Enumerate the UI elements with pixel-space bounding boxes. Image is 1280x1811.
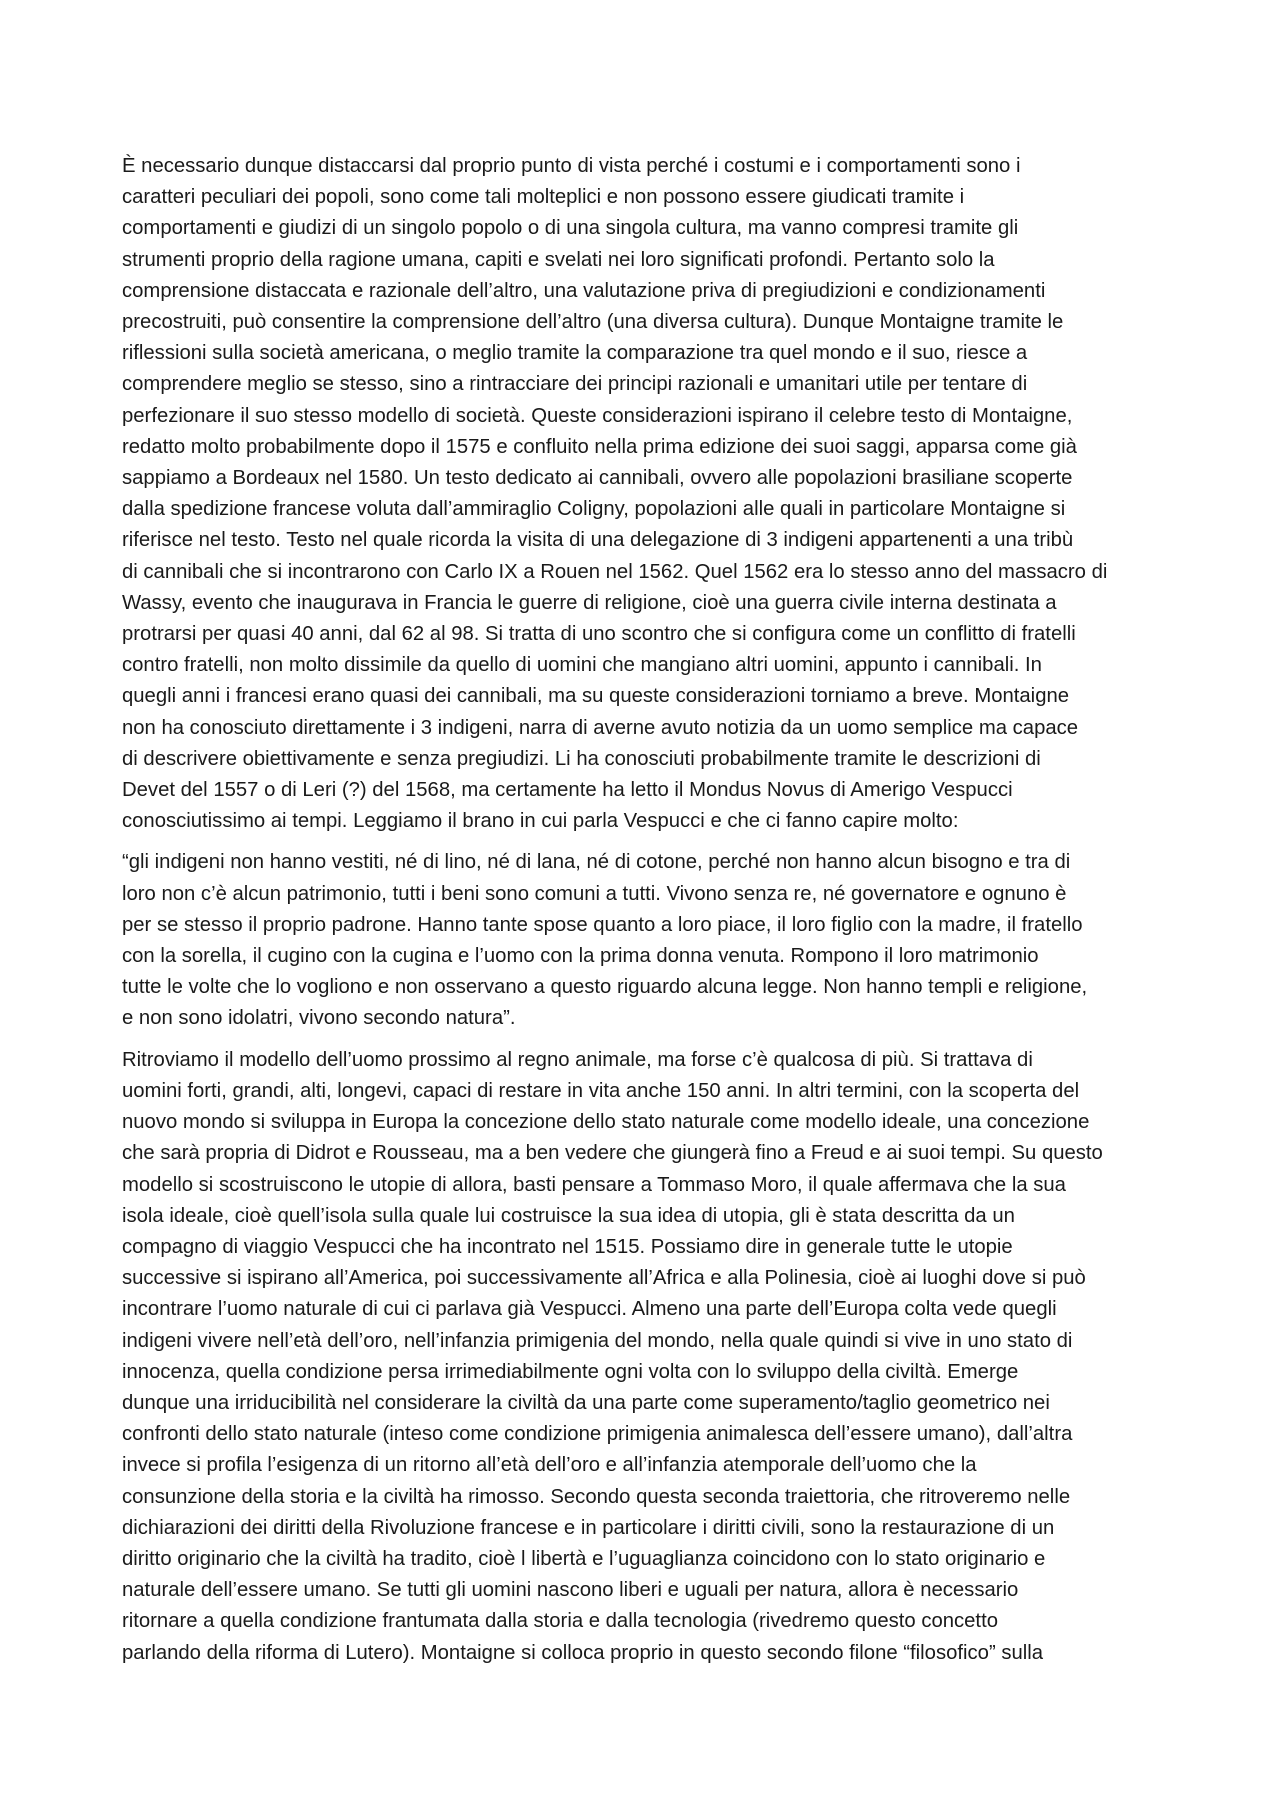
paragraph-vespucci-quote: “gli indigeni non hanno vestiti, né di lino, né di lana, né di cotone, perché non hanno alcun bisogno e tra di loro non c’è alcun patrimonio, tutti i beni sono comuni a tutti. Vivono senza re, né governatore e ognuno è per se stesso il proprio padrone. Hanno tante spose quanto a loro piace, il loro figlio con la madre, il fratello con la sorella, il cugino con la cugina e l’uomo con la prima donna venuta. Rompono il loro matrimonio tutte le volte che lo vogliono e non osservano a questo riguardo alcuna legge. Non hanno templi e religione, e non sono idolatri, vivono secondo natura”.	[122, 851, 1088, 1030]
document-page	[122, 151, 1162, 1679]
paragraph-cannibals-intro: È necessario dunque distaccarsi dal proprio punto di vista perché i costumi e i comportamenti sono i caratteri peculiari dei popoli, sono come tali molteplici e non possono essere giudicati tramite i comportamenti e giudizi di un singolo popolo o di una singola cultura, ma vanno compresi tramite gli strumenti proprio della ragione umana, capiti e svelati nei loro significati profondi. Pertanto solo la comprensione distaccata e razionale dell’altro, una valutazione priva di pregiudizioni e condizionamenti precostruiti, può consentire la comprensione dell’altro (una diversa cultura). Dunque Montaigne tramite le riflessioni sulla società americana, o meglio tramite la comparazione tra quel mondo e il suo, riesce a comprendere meglio se stesso, sino a rintracciare dei principi razionali e umanitari utile per tentare di perfezionare il suo stesso modello di società. Queste considerazioni ispirano il celebre testo di Montaigne, redatto molto probabilmente dopo il 1575 e confluito nella prima edizione dei suoi saggi, apparsa come già sappiamo a Bordeaux nel 1580. Un testo dedicato ai cannibali, ovvero alle popolazioni brasiliane scoperte dalla spedizione francese voluta dall’ammiraglio Coligny, popolazioni alle quali in particolare Montaigne si riferisce nel testo. Testo nel quale ricorda la visita di una delegazione di 3 indigeni appartenenti a una tribù di cannibali che si incontrarono con Carlo IX a Rouen nel 1562. Quel 1562 era lo stesso anno del massacro di Wassy, evento che inaugurava in Francia le guerre di religione, cioè una guerra civile interna destinata a protrarsi per quasi 40 anni, dal 62 al 98. Si tratta di uno scontro che si configura come un conflitto di fratelli contro fratelli, non molto dissimile da quello di uomini che mangiano altri uomini, appunto i cannibali. In quegli anni i francesi erano quasi dei cannibali, ma su queste considerazioni torniamo a breve. Montaigne non ha conosciuto direttamente i 3 indigeni, narra di averne avuto notizia da un uomo semplice ma capace di descrivere obiettivamente e senza pregiudizi. Li ha conosciuti probabilmente tramite le descrizioni di Devet del 1557 o di Leri (?) del 1568, ma certamente ha letto il Mondus Novus di Amerigo Vespucci conosciutissimo ai tempi. Leggiamo il brano in cui parla Vespucci e che ci fanno capire molto:	[122, 155, 1108, 833]
paragraph-natural-state: Ritroviamo il modello dell’uomo prossimo al regno animale, ma forse c’è qualcosa di più. Si trattava di uomini forti, grandi, alti, longevi, capaci di restare in vita anche 150 anni. In altri termini, con la scoperta del nuovo mondo si sviluppa in Europa la concezione dello stato naturale come modello ideale, una concezione che sarà propria di Didrot e Rousseau, ma a ben vedere che giungerà fino a Freud e ai suoi tempi. Su questo modello si scostruiscono le utopie di allora, basti pensare a Tommaso Moro, il quale affermava che la sua isola ideale, cioè quell’isola sulla quale lui costruisce la sua idea di utopia, gli è stata descritta da un compagno di viaggio Vespucci che ha incontrato nel 1515. Possiamo dire in generale tutte le utopie successive si ispirano all’America, poi successivamente all’Africa e alla Polinesia, cioè ai luoghi dove si può incontrare l’uomo naturale di cui ci parlava già Vespucci. Almeno una parte dell’Europa colta vede quegli indigeni vivere nell’età dell’oro, nell’infanzia primigenia del mondo, nella quale quindi si vive in uno stato di innocenza, quella condizione persa irrimediabilmente ogni volta con lo sviluppo della civiltà. Emerge dunque una irriducibilità nel considerare la civiltà da una parte come superamento/taglio geometrico nei confronti dello stato naturale (inteso come condizione primigenia animalesca dell’essere umano), dall’altra invece si profila l’esigenza di un ritorno all’età dell’oro e all’infanzia atemporale dell’uomo che la consunzione della storia e la civiltà ha rimosso. Secondo questa seconda traiettoria, che ritroveremo nelle dichiarazioni dei diritti della Rivoluzione francese e in particolare i diritti civili, sono la restaurazione di un diritto originario che la civiltà ha tradito, cioè l libertà e l’uguaglianza coincidono con lo stato originario e naturale dell’essere umano. Se tutti gli uomini nascono liberi e uguali per natura, allora è necessario ritornare a quella condizione frantumata dalla storia e dalla tecnologia (rivedremo questo concetto parlando della riforma di Lutero). Montaigne si colloca proprio in questo secondo filone “filosofico” sulla	[122, 1048, 1103, 1664]
